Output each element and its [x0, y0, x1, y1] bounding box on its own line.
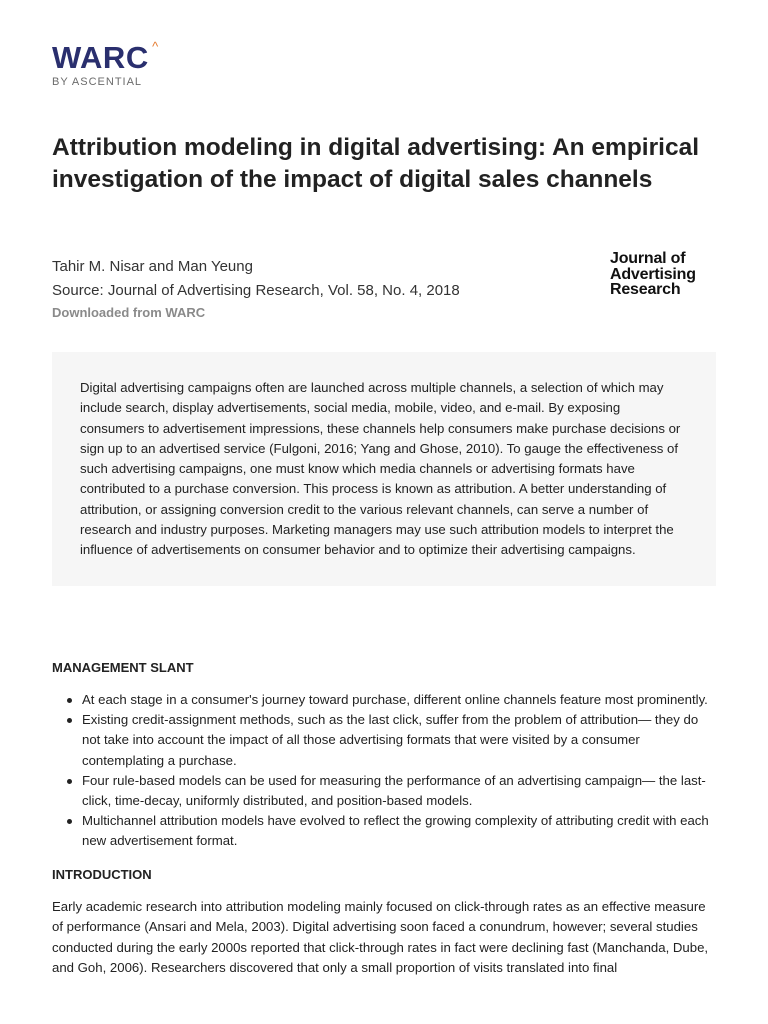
warc-logo	[52, 39, 159, 89]
journal-logo	[610, 251, 696, 298]
list-item: At each stage in a consumer's journey toward purchase, different online channels feature most prominently.	[52, 690, 720, 710]
introduction-text: Early academic research into attribution modeling mainly focused on click-through rates as an effective measure of performance (Ansari and Mela, 2003). Digital advertising soon faced a conundrum, however; several studies conducted during the early 2000s reported that click-through rates in fact were declining fast (Manchanda, Dube, and Goh, 2006). Researchers discovered that only a small proportion of visits translated into final	[52, 899, 709, 975]
article-title: Attribution modeling in digital advertising: An empirical investigation of the impact of digital sales channels	[52, 134, 700, 193]
list-item: Multichannel attribution models have evolved to reflect the growing complexity of attributing credit with each new advertisement format.	[52, 811, 720, 851]
management-slant-list	[52, 690, 720, 852]
article-authors: Tahir M. Nisar and Man Yeung	[52, 258, 253, 275]
introduction-heading: INTRODUCTION	[52, 867, 152, 882]
caret-icon: ^	[152, 39, 159, 54]
journal-logo-line: Advertising	[610, 265, 696, 283]
abstract-text: Digital advertising campaigns often are launched across multiple channels, a selection of which may include search, display advertisements, social media, mobile, video, and e-mail. By exposing consumers to advertisement impressions, these channels help consumers make purchase decisions or sign up to an advertised service (Fulgoni, 2016; Yang and Ghose, 2010). To gauge the effectiveness of such advertising campaigns, one must know which media channels or advertising formats have contributed to a purchase conversion. This process is known as attribution. A better understanding of attribution, or assigning conversion credit to the various relevant channels, can serve a number of research and industry purposes. Marketing managers may use such attribution models to interpret the influence of advertisements on consumer behavior and to optimize their advertising campaigns.	[80, 380, 681, 558]
list-item: Four rule-based models can be used for measuring the performance of an advertising campaign— the last-click, time-decay, uniformly distributed, and position-based models.	[52, 771, 720, 811]
article-source: Source: Journal of Advertising Research, Vol. 58, No. 4, 2018	[52, 282, 460, 299]
downloaded-note: Downloaded from WARC	[52, 305, 206, 320]
warc-logo-text: WARC	[52, 40, 149, 75]
journal-logo-line: Research	[610, 281, 681, 298]
abstract-box	[52, 352, 716, 586]
list-item: Existing credit-assignment methods, such as the last click, suffer from the problem of attribution— they do not take into account the impact of all those advertising formats that were visited by a consumer contemplating a purchase.	[52, 710, 720, 771]
management-slant-heading: MANAGEMENT SLANT	[52, 660, 194, 675]
journal-logo-line: Journal of	[610, 250, 686, 267]
warc-logo-wordmark	[52, 39, 159, 75]
warc-logo-subtitle: BY ASCENTIAL	[52, 76, 143, 88]
